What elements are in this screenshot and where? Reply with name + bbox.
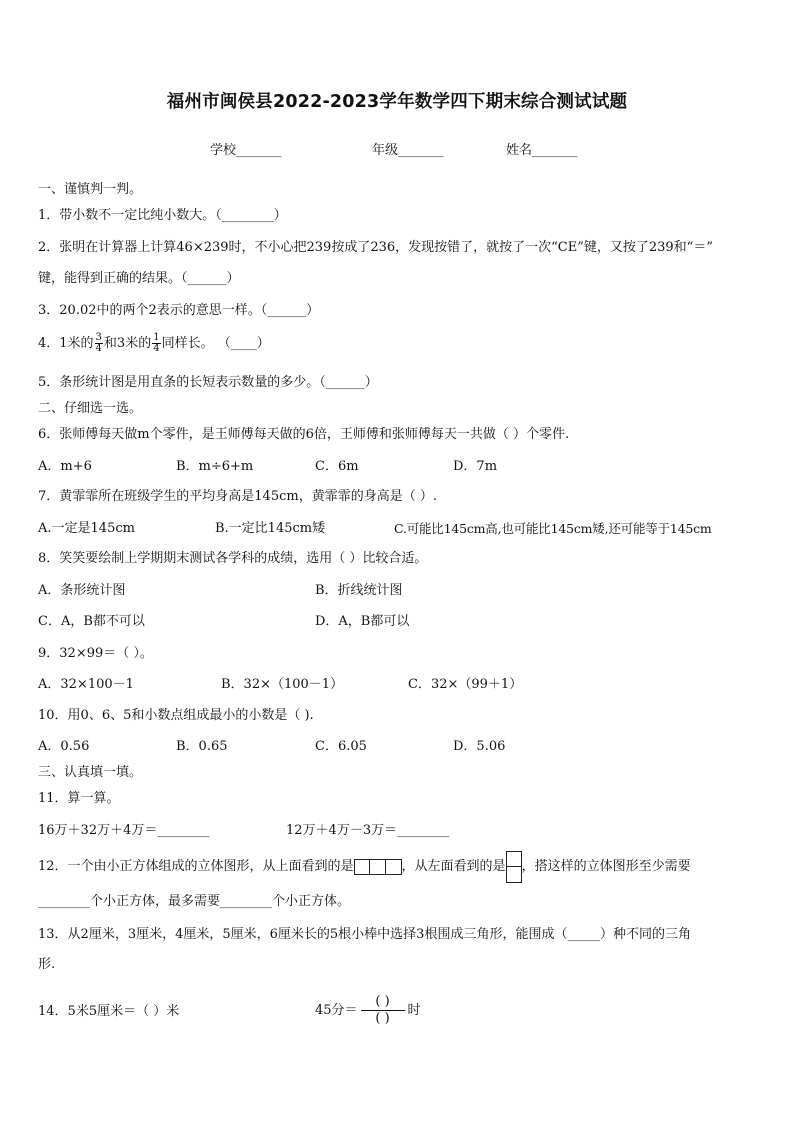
q10-option-d[interactable]: D．5.06: [453, 739, 506, 754]
blank-fraction-numerator: ( ): [361, 994, 405, 1011]
fraction-1-numerator: 3: [95, 332, 102, 343]
question-4-text-3: 同样长。 （____）: [161, 336, 270, 351]
q8-option-c[interactable]: C．A，B都不可以: [38, 614, 145, 629]
q8-option-d[interactable]: D．A，B都可以: [315, 614, 410, 629]
fraction-2-denominator: 4: [153, 343, 160, 354]
fraction-1-denominator: 4: [95, 343, 102, 354]
section-heading-2: 二、仔细选一选。: [38, 401, 143, 416]
question-12: [38, 850, 691, 884]
question-14-b-suffix: 时: [407, 1003, 421, 1018]
page-title: 福州市闽侯县2022-2023学年数学四下期末综合测试试题: [166, 92, 628, 112]
q10-option-c[interactable]: C．6.05: [315, 739, 367, 754]
question-14-part-b: [315, 994, 421, 1028]
school-field: 学校_______: [210, 143, 282, 158]
fraction-2-numerator: 1: [153, 332, 160, 343]
question-4-text-1: 4．1米的: [38, 336, 94, 351]
top-view-figure: [354, 859, 402, 875]
q6-option-c[interactable]: C．6m: [315, 459, 359, 474]
question-12-line-2: ________个小正方体，最多需要________个小正方体。: [38, 894, 351, 909]
question-1: 1．带小数不一定比纯小数大。（________）: [38, 208, 287, 223]
question-14-part-a: 14．5米5厘米＝（ ）米: [38, 1004, 180, 1019]
q8-option-a[interactable]: A．条形统计图: [38, 583, 126, 598]
question-11: 11．算一算。: [38, 791, 120, 806]
question-13-line-1: 13．从2厘米，3厘米，4厘米，5厘米，6厘米长的5根小棒中选择3根围成三角形，能围成（_____）种不同的三角: [38, 927, 691, 942]
q6-option-b[interactable]: B．m÷6+m: [176, 459, 254, 474]
q10-option-a[interactable]: A．0.56: [38, 739, 90, 754]
question-4-text-2: 和3米的: [103, 336, 152, 351]
q9-option-b[interactable]: B．32×（100－1）: [221, 677, 344, 692]
q6-option-a[interactable]: A．m+6: [38, 459, 92, 474]
question-4: [38, 333, 270, 355]
question-2-line-2: 键，能得到正确的结果。（______）: [38, 271, 240, 286]
grade-field: 年级_______: [372, 143, 444, 158]
question-3: 3．20.02中的两个2表示的意思一样。（______）: [38, 303, 320, 318]
q9-option-c[interactable]: C．32×（99＋1）: [408, 677, 523, 692]
fraction-three-quarters: [95, 333, 103, 354]
question-2-line-1: 2．张明在计算器上计算46×239时，不小心把239按成了236，发现按错了，就按了一次“CE”键，又按了239和“＝”: [38, 240, 713, 255]
q7-option-c[interactable]: C.可能比145cm高,也可能比145cm矮,还可能等于145cm: [394, 521, 712, 536]
q11-item-2: 12万＋4万－3万＝________: [286, 823, 450, 838]
question-9: 9．32×99＝（ ）。: [38, 646, 153, 661]
question-10: 10．用0、6、5和小数点组成最小的小数是（ ).: [38, 708, 314, 723]
fraction-one-quarter: [152, 333, 160, 354]
question-14-b-prefix: 45分＝: [315, 1003, 358, 1018]
left-view-figure: [506, 851, 522, 883]
q6-option-d[interactable]: D．7m: [453, 459, 498, 474]
q7-option-b[interactable]: B.一定比145cm矮: [215, 521, 326, 536]
blank-fraction: [361, 994, 405, 1027]
question-7: 7．黄霏霏所在班级学生的平均身高是145cm，黄霏霏的身高是（ ）.: [38, 489, 437, 504]
question-12-text-2: ，从左面看到的是: [401, 859, 506, 874]
question-5: 5．条形统计图是用直条的长短表示数量的多少。（______）: [38, 375, 378, 390]
question-12-text-1: 12．一个由小正方体组成的立体图形，从上面看到的是: [38, 859, 354, 874]
blank-fraction-denominator: ( ): [375, 1011, 390, 1026]
question-12-text-3: ，搭这样的立体图形至少需要: [521, 859, 691, 874]
q8-option-b[interactable]: B．折线统计图: [315, 583, 403, 598]
question-13-line-2: 形.: [38, 957, 56, 972]
section-heading-1: 一、谨慎判一判。: [38, 182, 143, 197]
question-6: 6．张师傅每天做m个零件，是王师傅每天做的6倍，王师傅和张师傅每天一共做（ ）个零件.: [38, 427, 570, 442]
q10-option-b[interactable]: B．0.65: [176, 739, 228, 754]
question-8: 8．笑笑要绘制上学期期末测试各学科的成绩，选用（ ）比较合适。: [38, 551, 428, 566]
q7-option-a[interactable]: A.一定是145cm: [38, 521, 135, 536]
q11-item-1: 16万＋32万＋4万＝________: [38, 823, 210, 838]
q9-option-a[interactable]: A．32×100－1: [38, 677, 134, 692]
section-heading-3: 三、认真填一填。: [38, 765, 143, 780]
name-field: 姓名_______: [506, 143, 578, 158]
